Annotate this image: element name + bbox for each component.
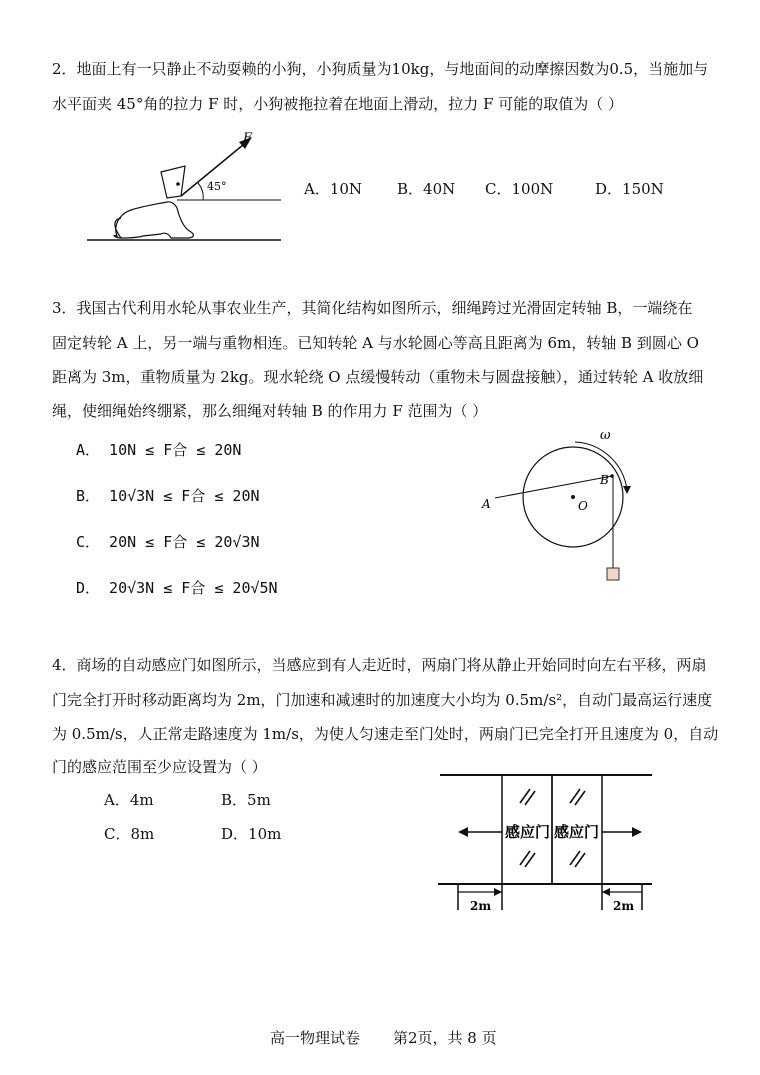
q4-option-a[interactable]: A．4m xyxy=(104,791,154,809)
dog-head xyxy=(161,166,185,198)
center-point-o xyxy=(571,495,575,499)
arrow-right-head xyxy=(632,827,642,837)
q4-option-b[interactable]: B．5m xyxy=(221,791,271,809)
q3-option-c[interactable]: C． 20N ≤ F合 ≤ 20√3N xyxy=(76,533,260,551)
dog-body xyxy=(114,202,193,238)
q2-option-d[interactable]: D．150N xyxy=(595,180,664,198)
dog-eye xyxy=(176,182,180,186)
q2-dog-figure xyxy=(85,128,285,246)
q4-option-d[interactable]: D．10m xyxy=(221,825,282,843)
rope-a-to-b xyxy=(495,476,612,498)
q3-stem-line-1: 3．我国古代利用水轮从事农业生产，其简化结构如图所示，细绳跨过光滑固定转轴 B，一端绕在 xyxy=(52,299,693,317)
footer-page-number: 第2页，共 8 页 xyxy=(393,1029,497,1047)
dim-left-label: 2m xyxy=(470,899,492,913)
q3-option-a[interactable]: A． 10N ≤ F合 ≤ 20N xyxy=(76,441,242,459)
force-label: F xyxy=(243,131,253,146)
q3-option-b[interactable]: B． 10√3N ≤ F合 ≤ 20N xyxy=(76,487,260,505)
hanging-weight xyxy=(607,568,619,580)
q3-option-d[interactable]: D． 20√3N ≤ F合 ≤ 20√5N xyxy=(76,579,278,597)
q2-stem-line-2: 水平面夹 45°角的拉力 F 时，小狗被拖拉着在地面上滑动，拉力 F 可能的取值为（ ） xyxy=(52,95,624,113)
q2-option-b[interactable]: B．40N xyxy=(397,180,456,198)
q2-stem-line-1: 2．地面上有一只静止不动耍赖的小狗，小狗质量为10kg，与地面间的动摩擦因数为0.5，当施加与 xyxy=(52,60,709,78)
door-left-label: 感应门 xyxy=(505,823,551,841)
label-omega: ω xyxy=(600,428,611,443)
footer-title: 高一物理试卷 xyxy=(270,1029,361,1047)
q3-stem-line-2: 固定转轮 A 上，另一端与重物相连。已知转轮 A 与水轮圆心等高且距离为 6m，转轴 B 到圆心 O xyxy=(52,334,699,352)
q2-option-c[interactable]: C．100N xyxy=(485,180,554,198)
door-right-label: 感应门 xyxy=(554,823,600,841)
q4-stem-line-1: 4．商场的自动感应门如图所示，当感应到有人走近时，两扇门将从静止开始同时向左右平移，两扇 xyxy=(52,656,707,674)
arrow-left-head xyxy=(458,827,468,837)
label-a: A xyxy=(482,497,491,511)
dim-right-label: 2m xyxy=(613,899,635,913)
q4-door-figure xyxy=(430,765,660,915)
q3-stem-line-3: 距离为 3m，重物质量为 2kg。现水轮绕 O 点缓慢转动（重物未与圆盘接触），通过转轮 A 收放细 xyxy=(52,368,704,386)
q2-option-a[interactable]: A．10N xyxy=(304,180,363,198)
q4-stem-line-2: 门完全打开时移动距离均为 2m，门加速和减速时的加速度大小均为 0.5m/s²，自动门最高运行速度 xyxy=(52,691,713,709)
q4-option-c[interactable]: C．8m xyxy=(104,825,155,843)
rotation-arrowhead xyxy=(623,486,631,494)
q4-stem-line-4: 门的感应范围至少应设置为（ ） xyxy=(52,758,267,776)
label-b: B xyxy=(600,473,609,487)
q4-stem-line-3: 为 0.5m/s，人正常走路速度为 1m/s，为使人匀速走至门处时，两扇门已完全打开且速度为 0，自动 xyxy=(52,725,719,743)
label-o: O xyxy=(578,499,588,513)
q3-stem-line-4: 绳，使细绳始终绷紧，那么细绳对转轴 B 的作用力 F 范围为（ ） xyxy=(52,402,488,420)
angle-arc xyxy=(198,183,203,200)
q3-waterwheel-figure xyxy=(475,420,645,590)
angle-label: 45° xyxy=(207,180,227,193)
